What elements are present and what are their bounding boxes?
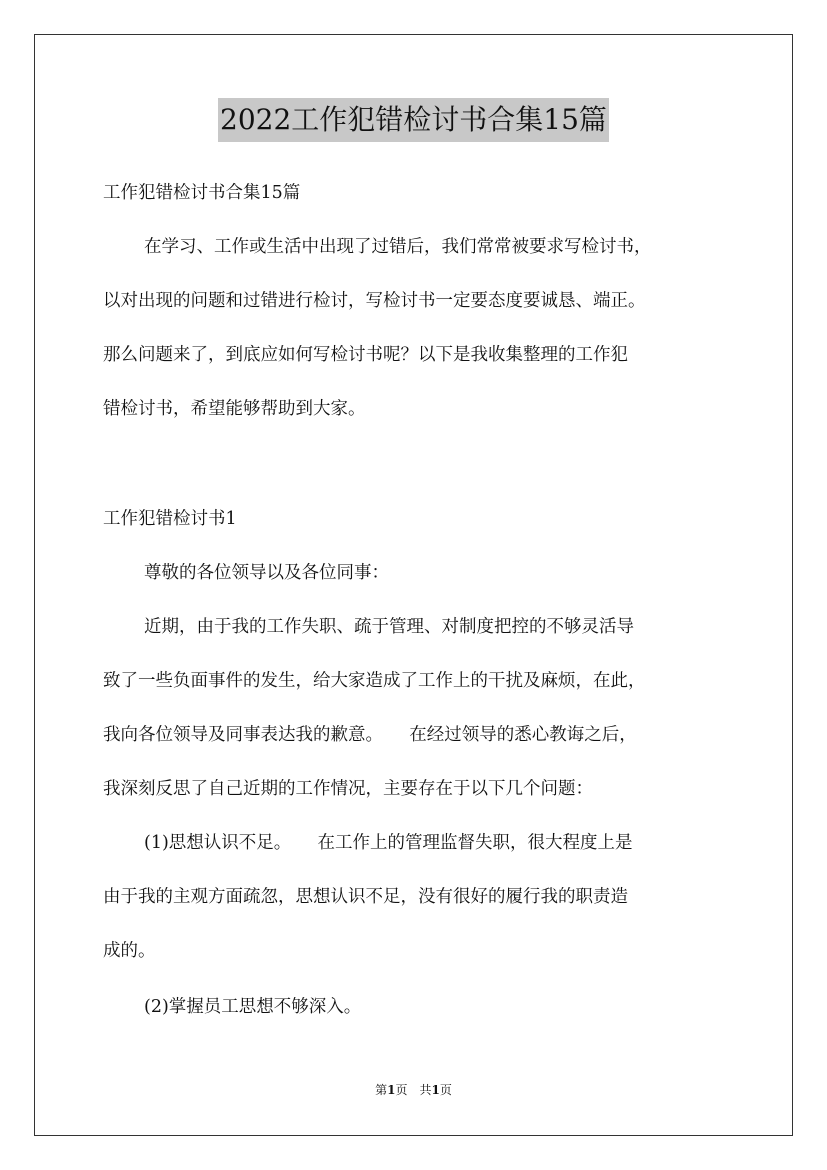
salutation-line: 尊敬的各位领导以及各位同事： bbox=[144, 563, 389, 583]
document-title bbox=[0, 98, 827, 142]
paragraph-line: 近期，由于我的工作失职、疏于管理、对制度把控的不够灵活导 bbox=[144, 617, 634, 637]
paragraph-line: 那么问题来了，到底应如何写检讨书呢？以下是我收集整理的工作犯 bbox=[103, 345, 628, 365]
paragraph-line: 我深刻反思了自己近期的工作情况，主要存在于以下几个问题： bbox=[103, 779, 593, 799]
footer-page-suffix: 页 bbox=[439, 1083, 452, 1097]
paragraph-line: (1)思想认识不足。 在工作上的管理监督失职，很大程度上是 bbox=[144, 833, 633, 853]
paragraph-line: 成的。 bbox=[103, 941, 156, 961]
footer-page-total: 1 bbox=[431, 1083, 440, 1097]
paragraph-line: 致了一些负面事件的发生，给大家造成了工作上的干扰及麻烦，在此， bbox=[103, 671, 646, 691]
paragraph-line: 我向各位领导及同事表达我的歉意。 在经过领导的悉心教诲之后， bbox=[103, 725, 637, 745]
footer-page-prefix: 第 bbox=[375, 1083, 388, 1097]
page-footer bbox=[0, 1082, 827, 1098]
footer-page-number: 1 bbox=[387, 1083, 396, 1097]
paragraph-line: 由于我的主观方面疏忽，思想认识不足，没有很好的履行我的职责造 bbox=[103, 887, 628, 907]
section-heading: 工作犯错检讨书1 bbox=[103, 509, 237, 529]
document-title-text: 2022工作犯错检讨书合集15篇 bbox=[218, 98, 609, 142]
subtitle-line: 工作犯错检讨书合集15篇 bbox=[103, 183, 301, 203]
paragraph-line: 以对出现的问题和过错进行检讨，写检讨书一定要态度要诚恳、端正。 bbox=[103, 291, 646, 311]
paragraph-line: 在学习、工作或生活中出现了过错后，我们常常被要求写检讨书， bbox=[144, 237, 652, 257]
paragraph-line: (2)掌握员工思想不够深入。 bbox=[144, 997, 362, 1017]
footer-page-mid: 页 共 bbox=[395, 1083, 432, 1097]
paragraph-line: 错检讨书，希望能够帮助到大家。 bbox=[103, 399, 366, 419]
